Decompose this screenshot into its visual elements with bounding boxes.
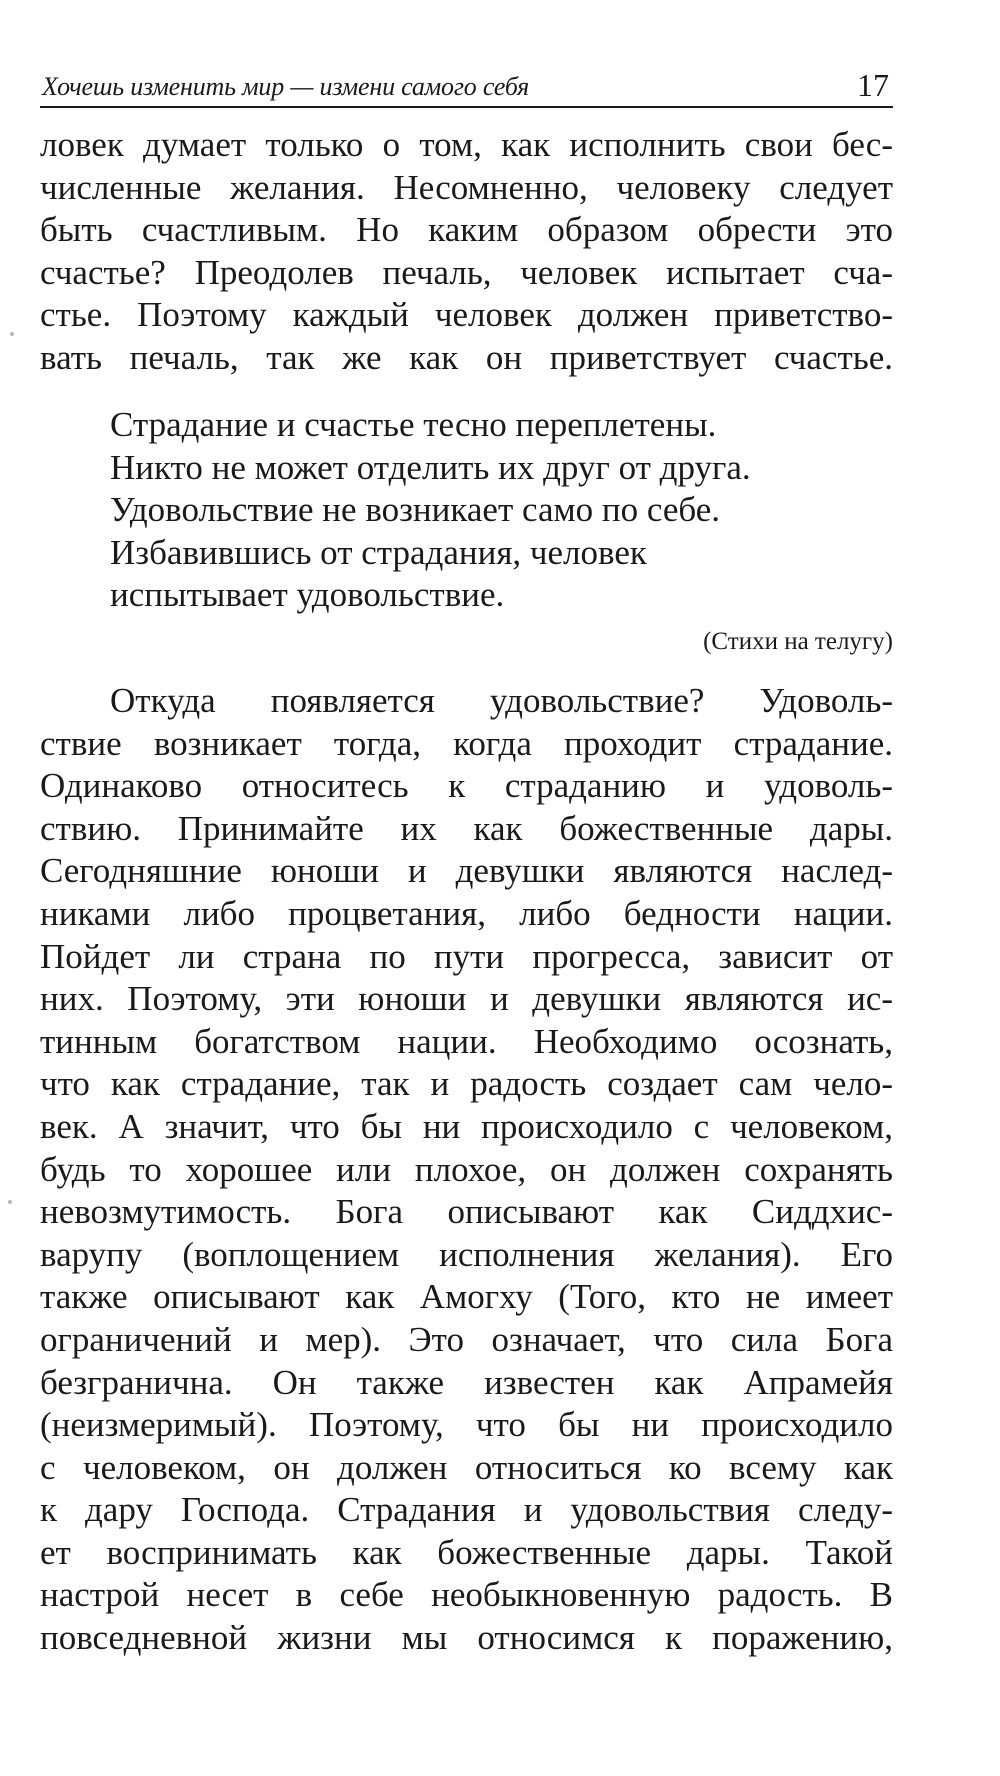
text-line: Пойдет ли страна по пути прогресса, зависит от: [40, 936, 893, 976]
text-line: век. А значит, что бы ни происходило с человеком,: [40, 1106, 893, 1146]
text-line: тинным богатством нации. Необходимо осознать,: [40, 1021, 893, 1061]
text-line: вать печаль, так же как он приветствует счастье.: [40, 337, 893, 377]
text-line: к дару Господа. Страдания и удовольствия следу-: [40, 1490, 893, 1530]
verse-line: испытывает удовольствие.: [110, 575, 505, 615]
text-line: численные желания. Несомненно, человеку следует: [40, 167, 893, 207]
text-line: стье. Поэтому каждый человек должен приветство-: [40, 295, 893, 335]
text-line: ет воспринимать как божественные дары. Такой: [40, 1532, 893, 1572]
text-line: варупу (воплощением исполнения желания). Его: [40, 1234, 893, 1274]
text-line: что как страдание, так и радость создает сам чело-: [40, 1064, 893, 1104]
text-line: Сегодняшние юноши и девушки являются наслед-: [40, 851, 893, 891]
paragraph-continued: [40, 124, 893, 380]
text-line: с человеком, он должен относиться ко всему как: [40, 1447, 893, 1487]
text-line: будь то хорошее или плохое, он должен сохранять: [40, 1149, 893, 1189]
text-line: невозмутимость. Бога описывают как Сиддхис-: [40, 1192, 893, 1232]
text-line: них. Поэтому, эти юноши и девушки являются ис-: [40, 979, 893, 1019]
paragraph-main: [40, 680, 893, 1660]
text-line: ствие возникает тогда, когда проходит страдание.: [40, 723, 893, 763]
text-line: никами либо процветания, либо бедности нации.: [40, 893, 893, 933]
text-line: настрой несет в себе необыкновенную радость. В: [40, 1575, 893, 1615]
text-line: повседневной жизни мы относимся к поражению,: [40, 1618, 893, 1658]
text-line: быть счастливым. Но каким образом обрести это: [40, 210, 893, 250]
text-line: ствию. Принимайте их как божественные дары.: [40, 808, 893, 848]
text-line: счастье? Преодолев печаль, человек испытает сча-: [40, 252, 893, 292]
scan-speck: [8, 1200, 12, 1204]
verse-line: Страдание и счастье тесно переплетены.: [110, 405, 717, 444]
text-line: Одинаково относитесь к страданию и удоволь-: [40, 766, 893, 806]
text-line: ловек думает только о том, как исполнить свои бес-: [40, 125, 893, 164]
scan-speck: [10, 332, 14, 336]
verse-line: Избавившись от страдания, человек: [110, 532, 647, 572]
verse-line: Никто не может отделить их друг от друга.: [110, 447, 751, 487]
text-line: также описывают как Амогху (Того, кто не имеет: [40, 1277, 893, 1317]
text-line: Откуда появляется удовольствие? Удоволь-: [110, 681, 893, 720]
page-number: 17: [857, 67, 889, 103]
text-line: (неизмеримый). Поэтому, что бы ни происходило: [40, 1405, 893, 1445]
text-line: ограничений и мер). Это означает, что сила Бога: [40, 1319, 893, 1359]
running-header: [40, 64, 893, 108]
verse-attribution: (Стихи на телугу): [703, 628, 893, 655]
verse-block: [110, 404, 870, 617]
verse-line: Удовольствие не возникает само по себе.: [110, 490, 720, 530]
text-line: безгранична. Он также известен как Апрамейя: [40, 1362, 893, 1402]
running-title: Хочешь изменить мир — измени самого себя: [42, 72, 529, 101]
